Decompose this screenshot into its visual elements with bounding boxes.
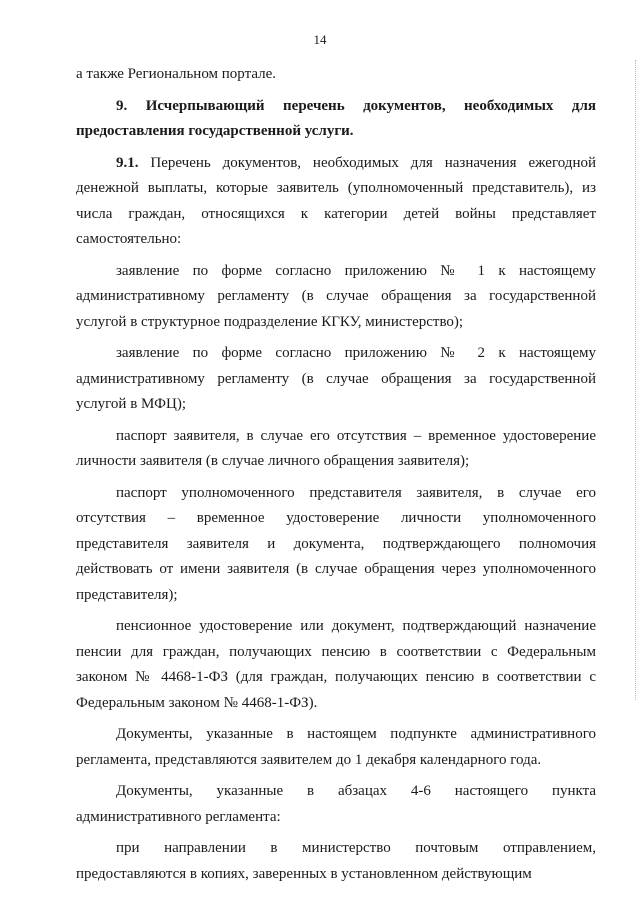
section-heading	[76, 94, 596, 145]
paragraph-text: Документы, указанные в настоящем подпункте административного регламента, представляются заявителем до 1 декабря календарного года.	[76, 726, 596, 768]
paragraph	[76, 836, 596, 887]
paragraph-text: Перечень документов, необходимых для назначения ежегодной денежной выплаты, которые заявитель (уполномоченный представитель), из числа граждан, относящихся к категории детей войны представляет самостоятельно:	[76, 154, 596, 247]
paragraph-text: заявление по форме согласно приложению № 2 к настоящему административному регламенту (в случае обращения за государственной услугой в МФЦ);	[76, 345, 596, 412]
paragraph-text: паспорт заявителя, в случае его отсутствия – временное удостоверение личности заявителя (в случае личного обращения заявителя);	[76, 427, 596, 469]
scan-margin-line	[634, 60, 636, 700]
paragraph	[76, 259, 596, 336]
paragraph	[76, 481, 596, 609]
paragraph	[76, 424, 596, 475]
paragraph-text: Документы, указанные в абзацах 4-6 настоящего пункта административного регламента:	[76, 783, 596, 825]
paragraph-text: при направлении в министерство почтовым отправлением, предоставляются в копиях, заверенных в установленном действующим	[76, 840, 596, 882]
clause-number: 9.1.	[116, 154, 139, 171]
paragraph	[76, 614, 596, 716]
paragraph	[76, 341, 596, 418]
document-body	[76, 62, 596, 893]
paragraph-text: пенсионное удостоверение или документ, подтверждающий назначение пенсии для граждан, получающих пенсию в соответствии с Федеральным законом № 4468-1-ФЗ (для граждан, получающих пенсию в соответствии с Федеральным законом № 4468-1-ФЗ).	[76, 618, 596, 711]
page-number: 14	[313, 32, 327, 47]
paragraph	[76, 779, 596, 830]
paragraph	[76, 151, 596, 253]
paragraph-text: 9. Исчерпывающий перечень документов, необходимых для предоставления государственной услуги.	[76, 97, 596, 139]
paragraph	[76, 722, 596, 773]
paragraph-text: паспорт уполномоченного представителя заявителя, в случае его отсутствия – временное удостоверение личности уполномоченного представителя заявителя и документа, подтверждающего полномочия действовать от имени заявителя (в случае обращения через уполномоченного представителя);	[76, 484, 596, 603]
paragraph	[76, 62, 596, 88]
paragraph-text: заявление по форме согласно приложению № 1 к настоящему административному регламенту (в случае обращения за государственной услугой в структурное подразделение КГКУ, министерство);	[76, 262, 596, 330]
paragraph-text: а также Региональном портале.	[76, 66, 277, 82]
